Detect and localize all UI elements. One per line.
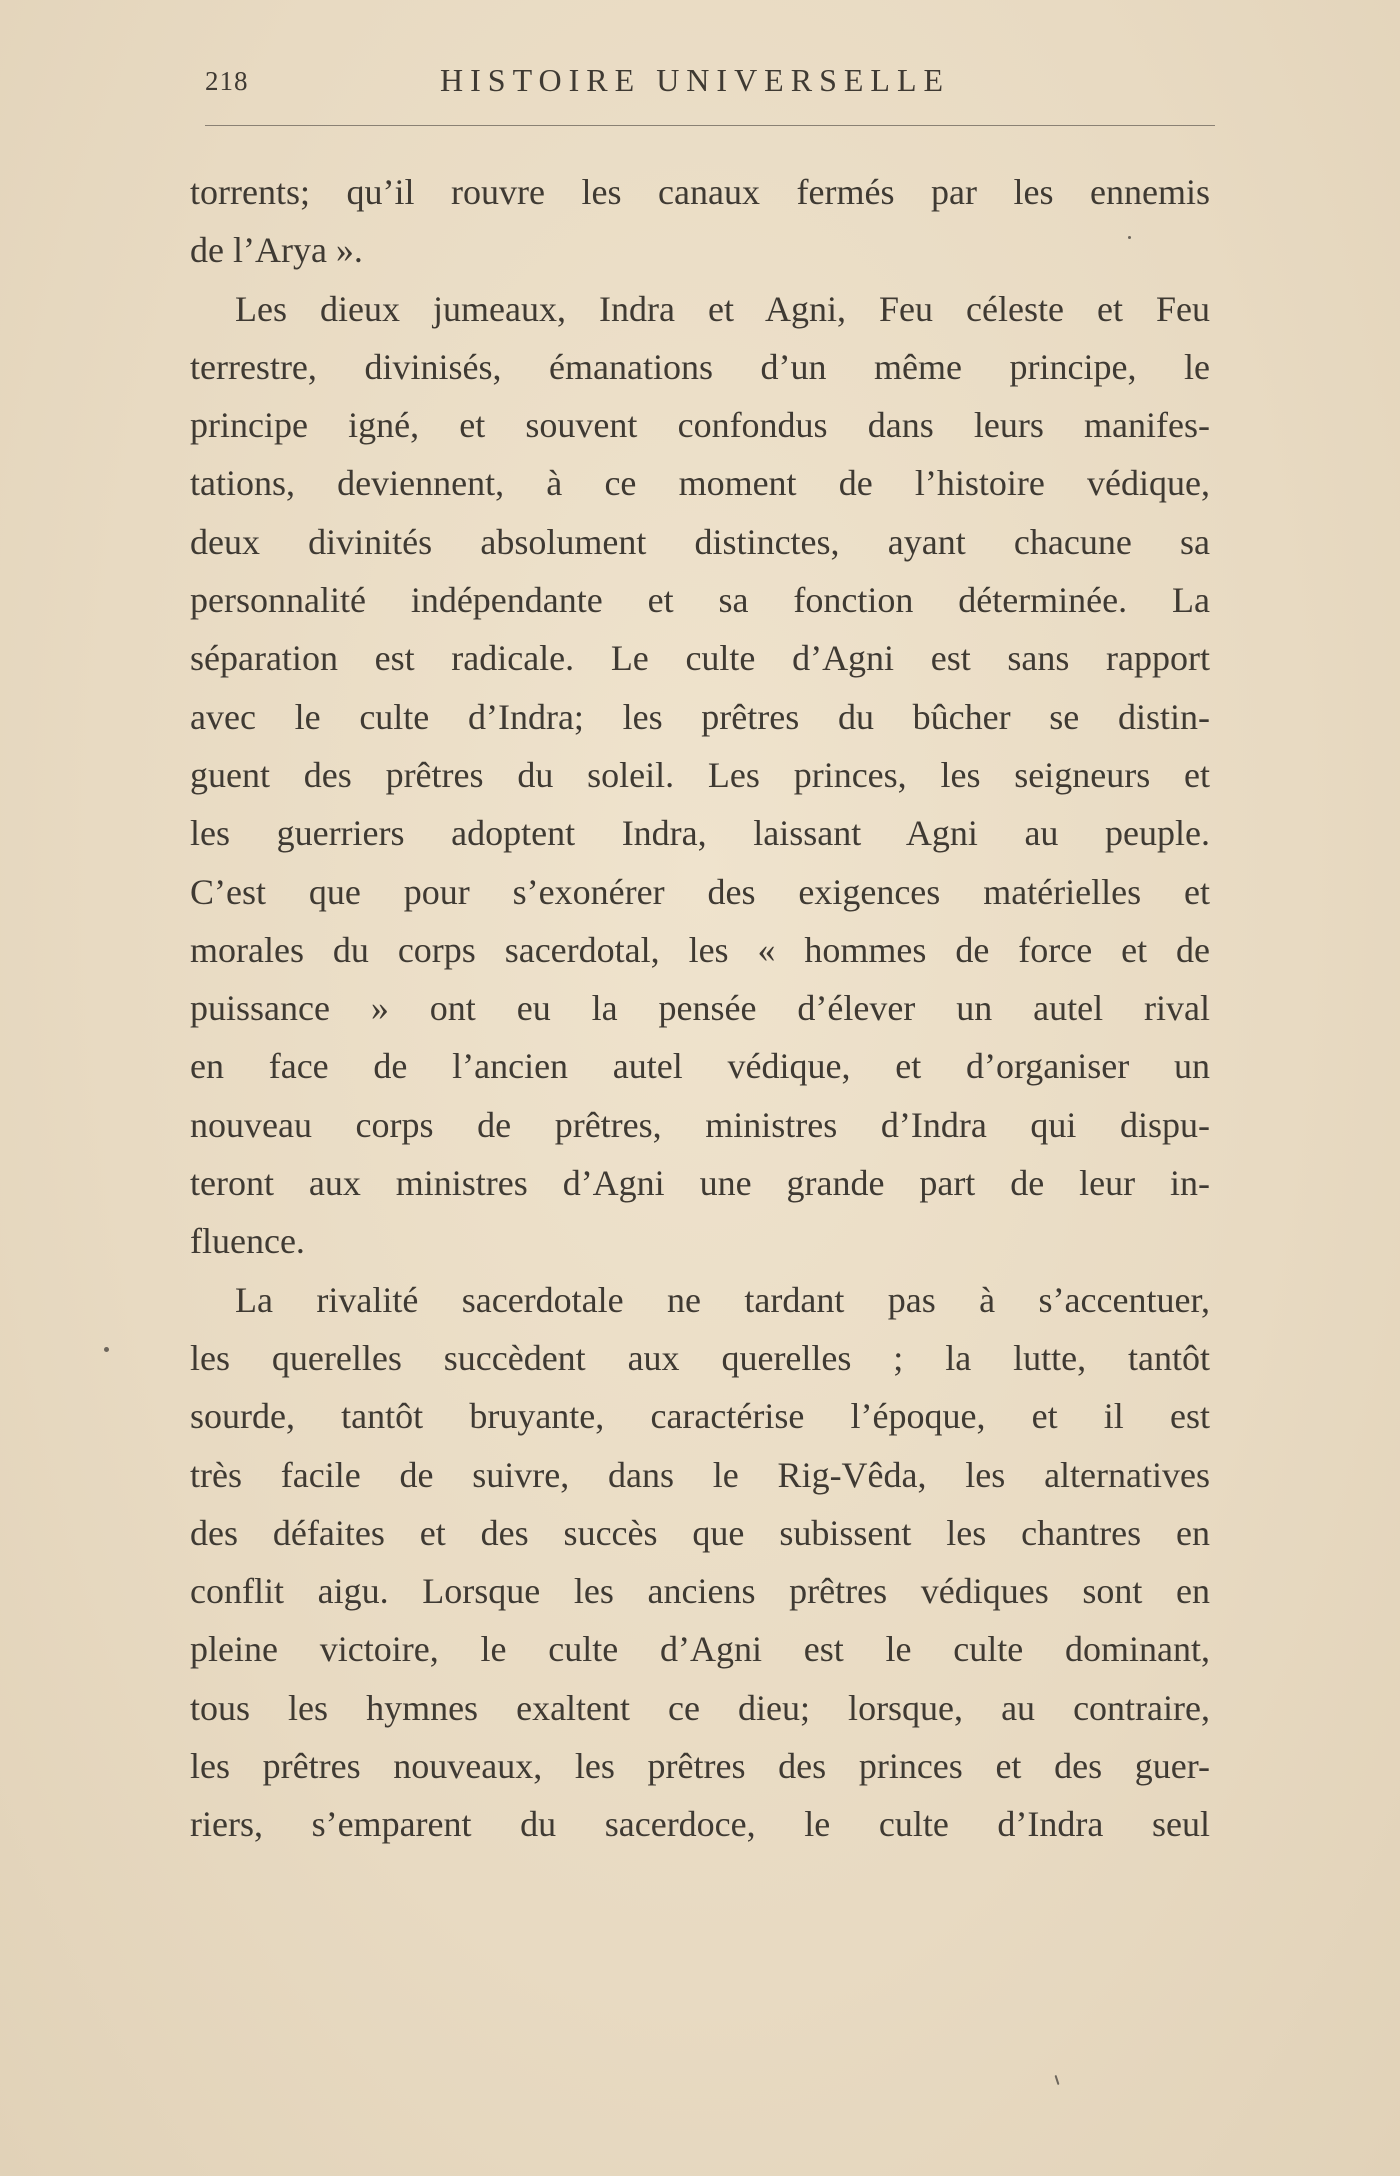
text-line: conflit aigu. Lorsque les anciens prêtres védiques sont en <box>190 1571 1210 1612</box>
text-line: guent des prêtres du soleil. Les princes, les seigneurs et <box>190 754 1210 795</box>
page-number: 218 <box>205 66 249 96</box>
text-line: morales du corps sacerdotal, les « hommes de force et de <box>190 929 1210 970</box>
running-head <box>205 62 1215 106</box>
text-line: torrents; qu’il rouvre les canaux fermés par les ennemis <box>190 172 1210 212</box>
text-line: teront aux ministres d’Agni une grande part de leur in- <box>190 1163 1210 1204</box>
text-line: en face de l’ancien autel védique, et d’organiser un <box>190 1046 1210 1087</box>
header-rule <box>205 125 1215 126</box>
text-line: riers, s’emparent du sacerdoce, le culte d’Indra seul <box>190 1804 1210 1845</box>
text-line: sourde, tantôt bruyante, caractérise l’époque, et il est <box>190 1396 1210 1437</box>
text-line: nouveau corps de prêtres, ministres d’Indra qui dispu- <box>190 1104 1210 1145</box>
text-line: personnalité indépendante et sa fonction déterminée. La <box>190 580 1210 621</box>
text-line: les prêtres nouveaux, les prêtres des princes et des guer- <box>190 1746 1210 1787</box>
text-line: fluence. <box>190 1221 305 1262</box>
text-line: La rivalité sacerdotale ne tardant pas à s’accentuer, <box>235 1279 1210 1320</box>
text-line: pleine victoire, le culte d’Agni est le culte dominant, <box>190 1629 1210 1670</box>
text-line: C’est que pour s’exonérer des exigences matérielles et <box>190 871 1210 912</box>
text-line: terrestre, divinisés, émanations d’un même principe, le <box>190 346 1210 387</box>
paper-speck <box>1055 2075 1060 2085</box>
text-line: les querelles succèdent aux querelles ; la lutte, tantôt <box>190 1337 1210 1378</box>
text-line: séparation est radicale. Le culte d’Agni est sans rapport <box>190 638 1210 679</box>
text-line: les guerriers adoptent Indra, laissant Agni au peuple. <box>190 813 1210 854</box>
text-line: deux divinités absolument distinctes, ayant chacune sa <box>190 521 1210 562</box>
text-line: puissance » ont eu la pensée d’élever un autel rival <box>190 988 1210 1029</box>
text-line: avec le culte d’Indra; les prêtres du bûcher se distin- <box>190 696 1210 737</box>
text-line: tations, deviennent, à ce moment de l’histoire védique, <box>190 463 1210 504</box>
body-text <box>190 163 1210 1854</box>
text-line: tous les hymnes exaltent ce dieu; lorsque, au contraire, <box>190 1687 1210 1728</box>
running-title: HISTOIRE UNIVERSELLE <box>440 62 951 98</box>
margin-speck <box>104 1347 109 1352</box>
text-line: des défaites et des succès que subissent les chantres en <box>190 1512 1210 1553</box>
text-line: Les dieux jumeaux, Indra et Agni, Feu céleste et Feu <box>235 288 1210 329</box>
paper-speck <box>1128 236 1131 239</box>
text-line: très facile de suivre, dans le Rig-Vêda, les alternatives <box>190 1454 1210 1495</box>
text-line: principe igné, et souvent confondus dans leurs manifes- <box>190 405 1210 446</box>
text-line: de l’Arya ». <box>190 230 363 271</box>
